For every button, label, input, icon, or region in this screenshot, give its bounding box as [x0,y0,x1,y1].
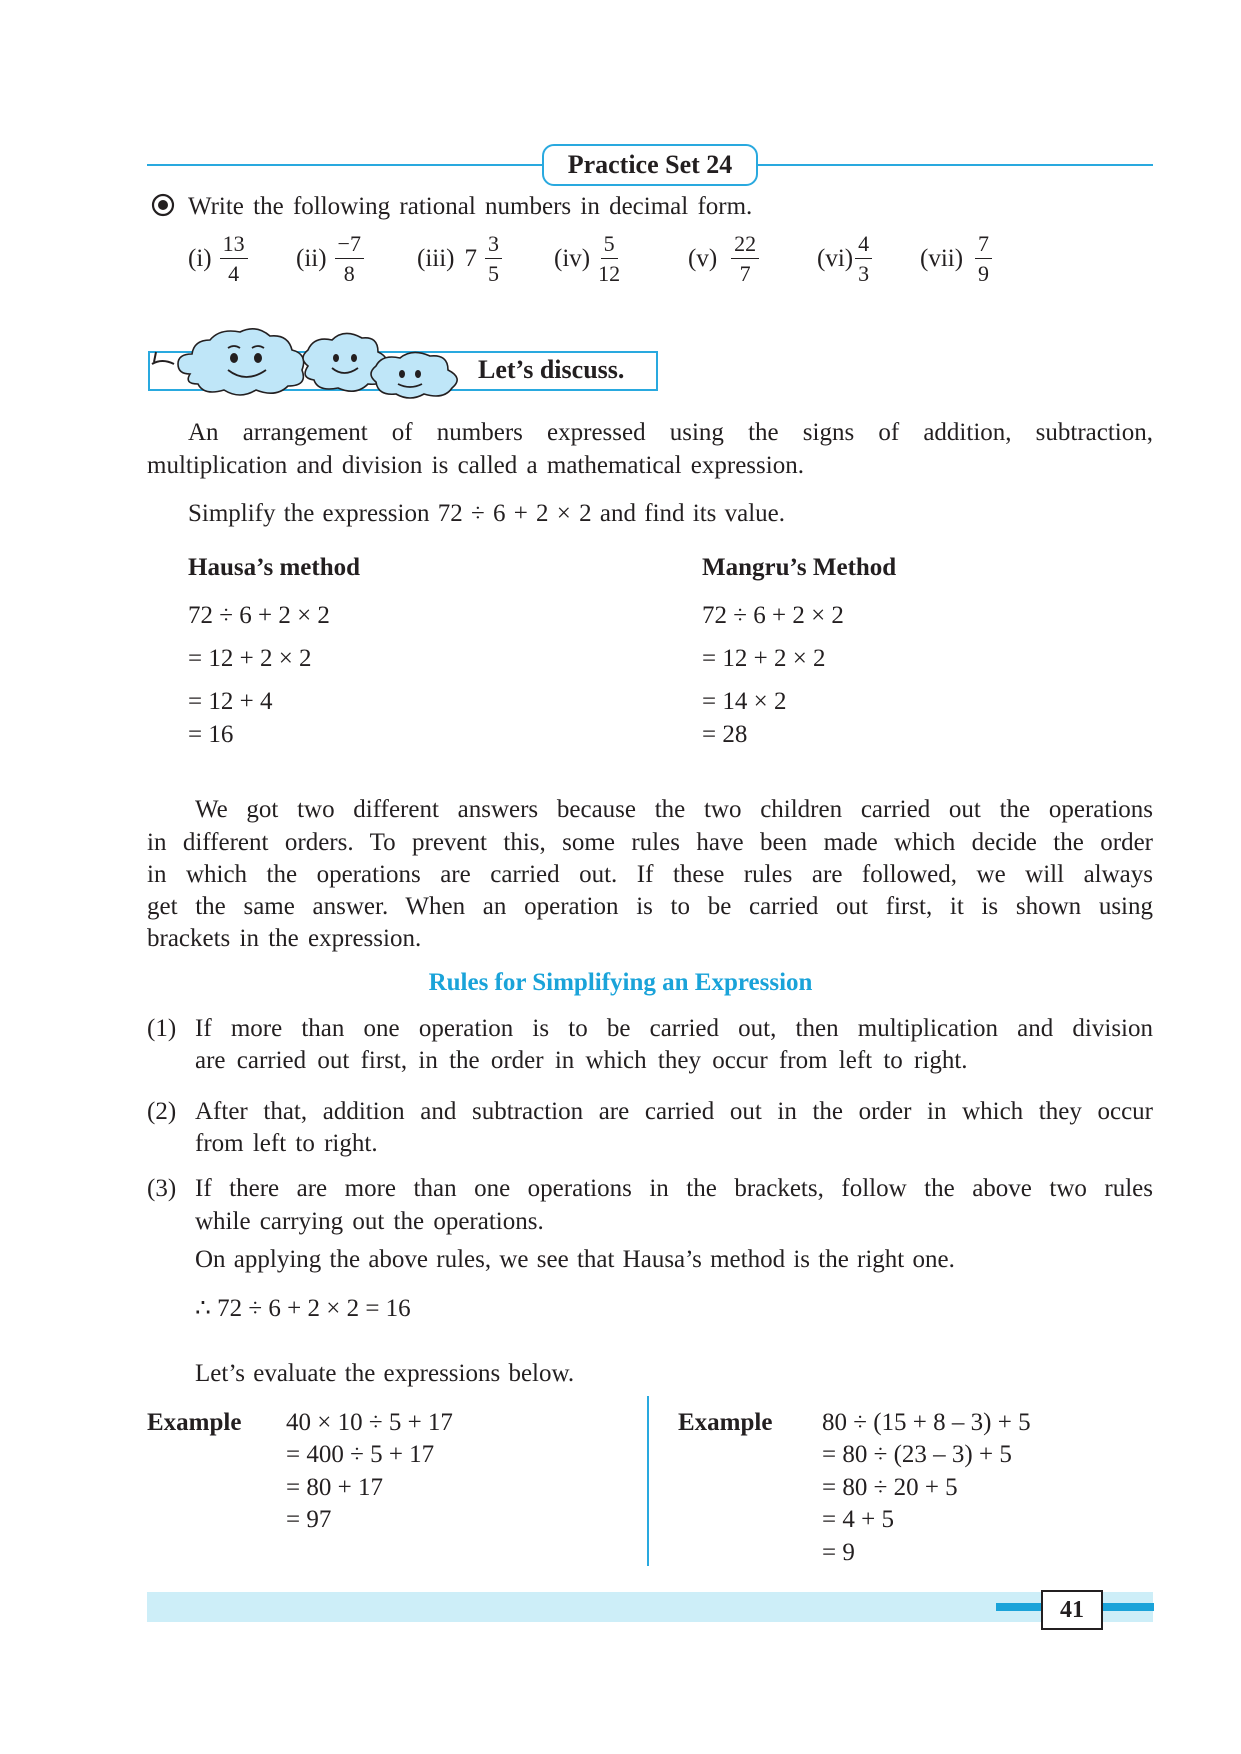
mangru-step: = 28 [702,721,748,748]
fraction: $\frac{4}{3}$ [855,232,872,286]
rule-line: After that, addition and subtraction are carried out in the order in which they occur [195,1098,1153,1125]
rule-line: while carrying out the operations. [195,1208,544,1235]
example-divider [647,1396,649,1566]
fraction: $\frac{-7}{8}$ [335,232,364,286]
intro-line-1: An arrangement of numbers expressed using the signs of addition, subtraction, [188,419,1153,446]
explanation-line: get the same answer. When an operation is to be carried out first, it is shown using [147,893,1153,920]
fraction: $\frac{3}{5}$ [485,232,502,286]
mangru-method-title: Mangru’s Method [702,554,897,581]
practice-set-title: Practice Set 24 [542,144,758,186]
fraction-item: (v) $\frac{22}{7}$ [688,226,759,292]
rules-title: Rules for Simplifying an Expression [428,969,813,996]
example-step: = 4 + 5 [822,1506,894,1533]
rule-line: If more than one operation is to be carried out, then multiplication and division [195,1015,1153,1042]
mangru-step: = 14 × 2 [702,688,787,715]
rule-number: (2) [147,1098,177,1125]
intro-line-2: multiplication and division is called a mathematical expression. [147,452,804,479]
rule-number: (3) [147,1175,177,1202]
page-number: 41 [1041,1590,1103,1630]
mangru-step: = 12 + 2 × 2 [702,645,826,672]
fraction: $\frac{5}{12}$ [598,231,621,286]
explanation-line: brackets in the expression. [147,925,422,952]
discuss-label: Let’s discuss. [478,355,625,384]
evaluate-intro: Let’s evaluate the expressions below. [195,1360,575,1387]
fraction: $\frac{7}{9}$ [975,232,992,286]
intro-task: Simplify the expression 72 ÷ 6 + 2 × 2 and find its value. [188,500,786,527]
hausa-step: = 12 + 2 × 2 [188,645,312,672]
fraction-item: (vii) $\frac{7}{9}$ [920,226,992,292]
explanation-line: in which the operations are carried out. If these rules are followed, we will always [147,861,1153,888]
fraction-item: (vi) $\frac{4}{3}$ [817,226,872,292]
fraction-item: (iv) $\frac{5}{12}$ [554,231,621,286]
hausa-method-title: Hausa’s method [188,554,361,581]
example-step: = 97 [286,1506,332,1533]
target-bullet-icon [151,193,175,217]
rule-line: from left to right. [195,1130,378,1157]
example-step: 40 × 10 ÷ 5 + 17 [286,1409,453,1436]
rule-number: (1) [147,1015,177,1042]
example-step: 80 ÷ (15 + 8 – 3) + 5 [822,1409,1031,1436]
therefore-statement: ∴ 72 ÷ 6 + 2 × 2 = 16 [195,1295,411,1322]
rules-conclusion: On applying the above rules, we see that Hausa’s method is the right one. [195,1246,955,1273]
example-step: = 9 [822,1539,855,1566]
fraction-item: (i) $\frac{13}{4}$ [188,226,248,292]
rule-line: are carried out first, in the order in which they occur from left to right. [195,1047,968,1074]
hausa-step: 72 ÷ 6 + 2 × 2 [188,602,330,629]
fraction-item: (ii) $\frac{-7}{8}$ [296,226,364,292]
example-step: = 80 ÷ 20 + 5 [822,1474,958,1501]
explanation-line: We got two different answers because the two children carried out the operations [195,796,1153,823]
fraction: $\frac{13}{4}$ [220,232,248,286]
exercise-instruction: Write the following rational numbers in decimal form. [188,193,753,220]
example-label: Example [678,1409,773,1436]
example-step: = 400 ÷ 5 + 17 [286,1441,435,1468]
header-rule-left [147,164,544,166]
cloud-characters-icon [148,324,468,400]
hausa-step: = 12 + 4 [188,688,273,715]
header-rule-right [754,164,1153,166]
fraction-item: (iii) 7 $\frac{3}{5}$ [417,226,502,292]
hausa-step: = 16 [188,721,234,748]
example-step: = 80 + 17 [286,1474,383,1501]
example-label: Example [147,1409,242,1436]
rule-line: If there are more than one operations in the brackets, follow the above two rules [195,1175,1153,1202]
example-step: = 80 ÷ (23 – 3) + 5 [822,1441,1012,1468]
fraction: $\frac{22}{7}$ [731,232,759,286]
explanation-line: in different orders. To prevent this, some rules have been made which decide the order [147,829,1153,856]
mangru-step: 72 ÷ 6 + 2 × 2 [702,602,844,629]
